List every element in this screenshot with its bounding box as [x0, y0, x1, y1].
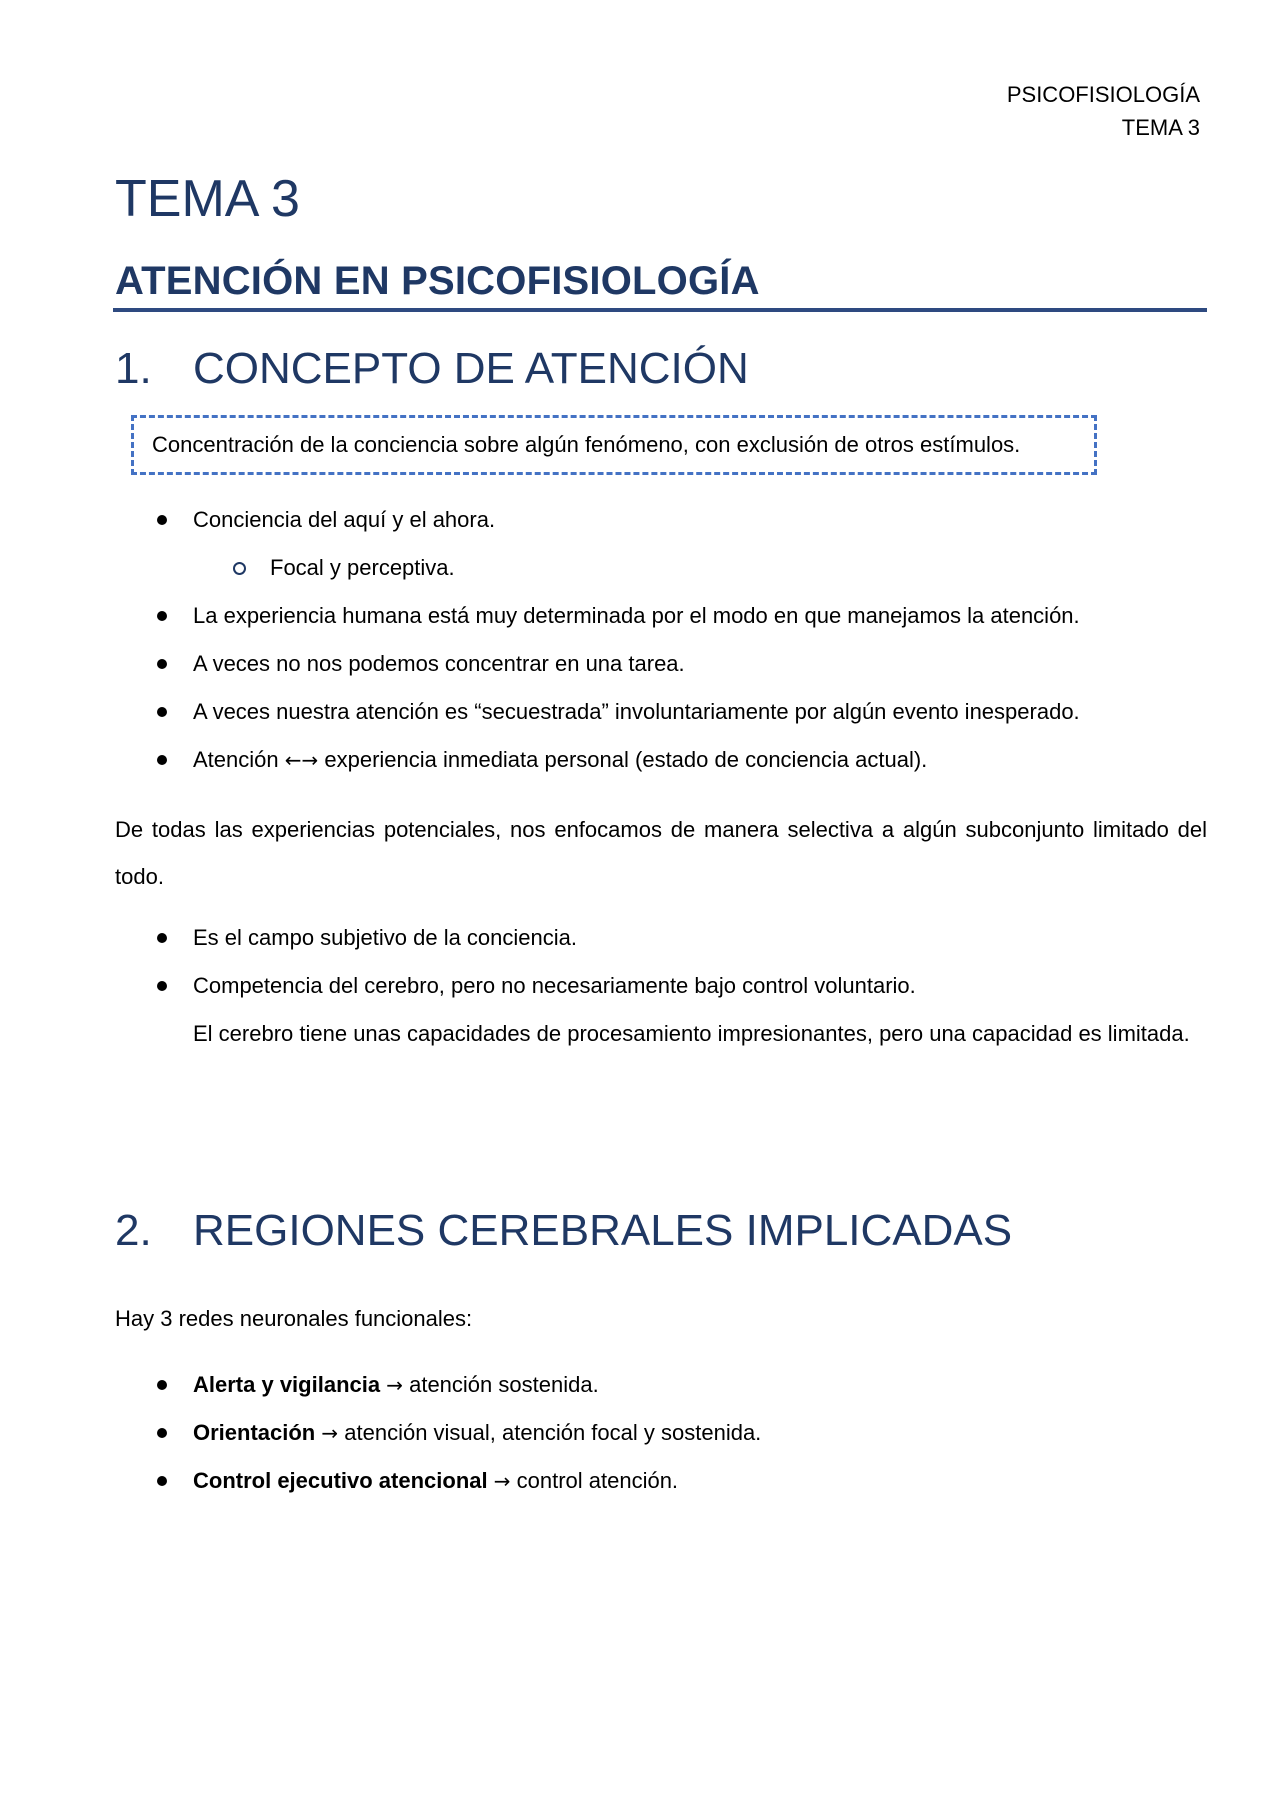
bullet-icon [157, 1476, 167, 1486]
arrow-right-icon: → [493, 1469, 511, 1493]
section-2-number: 2. [115, 1206, 152, 1255]
bullet-icon [157, 611, 167, 621]
page-subtitle: ATENCIÓN EN PSICOFISIOLOGÍA [115, 259, 760, 303]
section-2-intro: Hay 3 redes neuronales funcionales: [115, 1306, 473, 1331]
section-2-heading [115, 1203, 1012, 1259]
list-item: Alerta y vigilancia → atención sostenida. [115, 1361, 1208, 1409]
bullet-icon [157, 1428, 167, 1438]
list-item: A veces no nos podemos concentrar en una tarea. [115, 640, 1208, 688]
list-item: Es el campo subjetivo de la conciencia. [115, 914, 1208, 962]
section-1-heading [115, 341, 749, 397]
network-term: Control ejecutivo atencional [193, 1468, 488, 1493]
bullet-icon [157, 515, 167, 525]
list-item: A veces nuestra atención es “secuestrada” involuntariamente por algún evento inesperado. [115, 688, 1208, 736]
running-header [1007, 78, 1200, 144]
bullet-icon [157, 755, 167, 765]
body-paragraph: De todas las experiencias potenciales, nos enfocamos de manera selectiva a algún subconjunto limitado del todo. [115, 817, 1207, 889]
header-subject: PSICOFISIOLOGÍA [1006, 82, 1200, 107]
continuation-paragraph: El cerebro tiene unas capacidades de procesamiento impresionantes, pero una capacidad es limitada. [193, 1021, 1190, 1046]
list-item: Orientación → atención visual, atención focal y sostenida. [115, 1409, 1208, 1457]
bullet-icon [157, 981, 167, 991]
networks-list [115, 1361, 1208, 1505]
arrow-right-icon: → [321, 1421, 339, 1445]
list-item: Atención ←→ experiencia inmediata personal (estado de conciencia actual). [115, 736, 1208, 784]
network-term: Orientación [193, 1420, 316, 1445]
bidirectional-arrow-icon: ←→ [284, 748, 319, 772]
network-term: Alerta y vigilancia [193, 1372, 381, 1397]
arrow-right-icon: → [386, 1373, 403, 1397]
section-2-title: REGIONES CEREBRALES IMPLICADAS [193, 1206, 1013, 1255]
subtitle-divider [113, 308, 1207, 312]
bullet-icon [157, 933, 167, 943]
page-title: TEMA 3 [115, 170, 300, 228]
section-1-title: CONCEPTO DE ATENCIÓN [193, 344, 749, 393]
section-1-number: 1. [115, 344, 152, 393]
list-item: Conciencia del aquí y el ahora. [115, 496, 1208, 544]
concept-bullet-list-2 [115, 914, 1208, 1057]
concept-bullet-list [115, 496, 1208, 784]
circle-bullet-icon [233, 562, 246, 575]
list-item: Control ejecutivo atencional → control atención. [115, 1457, 1208, 1505]
header-tema: TEMA 3 [1121, 115, 1200, 140]
sub-list-item: Focal y perceptiva. [115, 544, 1208, 592]
definition-box [131, 415, 1097, 475]
list-item: La experiencia humana está muy determinada por el modo en que manejamos la atención. [115, 592, 1208, 640]
bullet-icon [157, 1380, 167, 1390]
definition-text: Concentración de la conciencia sobre algún fenómeno, con exclusión de otros estímulos. [152, 432, 1021, 457]
bullet-icon [157, 707, 167, 717]
list-item: Competencia del cerebro, pero no necesariamente bajo control voluntario. [115, 962, 1208, 1010]
bullet-icon [157, 659, 167, 669]
